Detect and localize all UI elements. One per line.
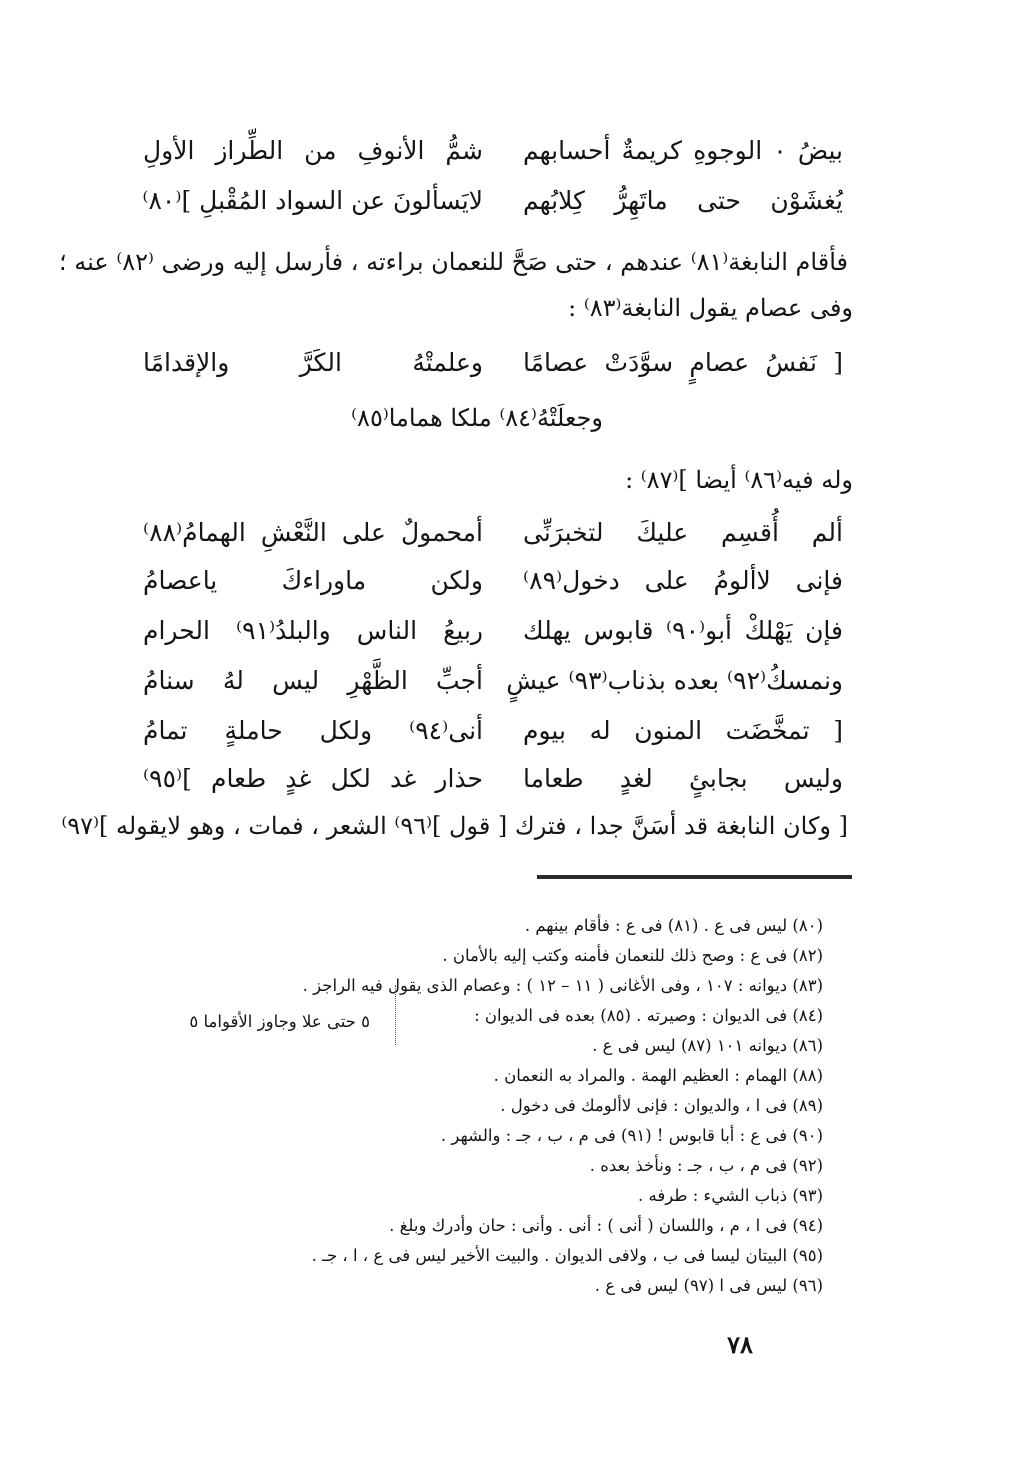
hemistich-left: ولكن ماوراءكَ ياعصامُ: [143, 566, 483, 595]
hemistich-right: يُغشَوْن حتى ماتَهِرُّ كِلابُهم: [523, 186, 843, 215]
poem2-line2: وجعلَتْهُ⁽٨٤⁾ ملكا هماما⁽٨٥⁾: [351, 404, 603, 432]
footnote-line: (٨٣) ديوانه : ١٠٧ ، وفى الأغانى ( ١١ – ١٢ ) : وعصام الذى يقول فيه الراجز .: [302, 976, 823, 995]
hemistich-left: أجبِّ الظَّهْرِ ليس لهُ سنامُ: [143, 666, 483, 695]
footnote-line: (٩٣) ذباب الشيء : طرفه .: [638, 1186, 823, 1205]
footnote-line: (٨٩) فى ا ، والديوان : فإنى لاألومك فى دخول .: [500, 1096, 823, 1115]
footnote-line: (٩٠) فى ع : أبا قابوس ! (٩١) فى م ، ب ، جـ : والشهر .: [440, 1126, 823, 1145]
footnote-side-verse: ٥ حتى علا وجاوز الأقواما ٥: [189, 1012, 370, 1031]
hemistich-left: لايَسألونَ عن السواد المُقْبلِ ]⁽٨٠⁾: [142, 186, 483, 215]
footnote-line: (٩٢) فى م ، ب ، جـ : ونأخذ بعده .: [589, 1156, 823, 1175]
footnote-line: (٨٨) الهمام : العظيم الهمة . والمراد به النعمان .: [493, 1066, 823, 1085]
hemistich-left: ربيعُ الناس والبلدُ⁽٩١⁾ الحرام: [143, 616, 483, 645]
prose-line: [ وكان النابغة قد أسَنَّ جدا ، فترك [ قول ]⁽٩٦⁾ الشعر ، فمات ، وهو لايقوله ]⁽٩٧⁾: [61, 812, 848, 840]
hemistich-right: فإن يَهْلكْ أبو⁽٩٠⁾ قابوس يهلك: [523, 616, 843, 645]
poem1-verse1: [143, 128, 843, 174]
footnote-line: (٨٢) فى ع : وصح ذلك للنعمان فأمنه وكتب إليه بالأمان .: [442, 946, 823, 965]
hemistich-right: وليس بجابئٍ لغدٍ طعاما: [523, 764, 843, 793]
footnote-separator: [537, 875, 852, 879]
hemistich-left: أمحمولٌ على النَّعْشِ الهمامُ⁽٨٨⁾: [143, 518, 483, 547]
poem3-verse1: [143, 510, 843, 556]
hemistich-left: شمُّ الأنوفِ من الطِّراز الأولِ: [143, 136, 483, 165]
footnote-line: (٨٦) ديوانه ١٠١ (٨٧) ليس فى ع .: [592, 1036, 823, 1055]
prose-line: فأقام النابغة⁽٨١⁾ عندهم ، حتى صَحَّ للنعمان براءته ، فأرسل إليه ورضى ⁽٨٢⁾ عنه ؛: [59, 248, 848, 276]
hemistich-right: [ تمخَّضَت المنون له بيوم: [523, 716, 843, 745]
poem3-verse5: [143, 708, 843, 754]
hemistich-right: ألم أُقسِم عليكَ لتخبرَنِّى: [523, 518, 843, 547]
prose-line: وله فيه⁽٨٦⁾ أيضا ]⁽٨٧⁾ :: [625, 466, 853, 494]
hemistich-right: بيضُ ٠ الوجوهِ كريمةٌ أحسابهم: [523, 136, 843, 165]
page-number: ٧٨: [727, 1330, 753, 1359]
poem2-verse1: [143, 340, 843, 386]
hemistich-right: ونمسكُ⁽٩٢⁾ بعده بذناب⁽٩٣⁾ عيشٍ: [506, 666, 843, 695]
hemistich-right: [ نَفسُ عصامٍ سوَّدَتْ عصامًا: [523, 348, 843, 377]
poem3-verse6: [143, 756, 843, 802]
poem3-verse4: [143, 658, 843, 704]
footnote-line: (٩٦) ليس فى ا (٩٧) ليس فى ع .: [594, 1276, 823, 1295]
poem1-verse2: [143, 178, 843, 224]
poem3-verse3: [143, 608, 843, 654]
hemistich-right: فإنى لاألومُ على دخول⁽٨٩⁾: [523, 566, 843, 595]
footnote-line: (٩٤) فى ا ، م ، واللسان ( أنى ) : أنى . وأنى : حان وأدرك وبلغ .: [389, 1216, 823, 1235]
prose-line: وفى عصام يقول النابغة⁽٨٣⁾ :: [568, 294, 853, 322]
footnote-line: (٨٠) ليس فى ع . (٨١) فى ع : فأقام بينهم .: [524, 916, 823, 935]
hemistich-left: وعلمتْهُ الكَرَّ والإقدامًا: [143, 348, 483, 377]
footnote-line: (٨٤) فى الديوان : وصيرته . (٨٥) بعده فى الديوان :: [474, 1006, 823, 1025]
hemistich-left: أنى⁽٩٤⁾ ولكل حاملةٍ تمامُ: [143, 716, 483, 745]
poem3-verse2: [143, 558, 843, 604]
hemistich-left: حذار غد لكل غدٍ طعام ]⁽٩٥⁾: [143, 764, 483, 793]
footnote-line: (٩٥) البيتان ليسا فى ب ، ولافى الديوان . والبيت الأخير ليس فى ع ، ا ، جـ .: [311, 1246, 823, 1265]
